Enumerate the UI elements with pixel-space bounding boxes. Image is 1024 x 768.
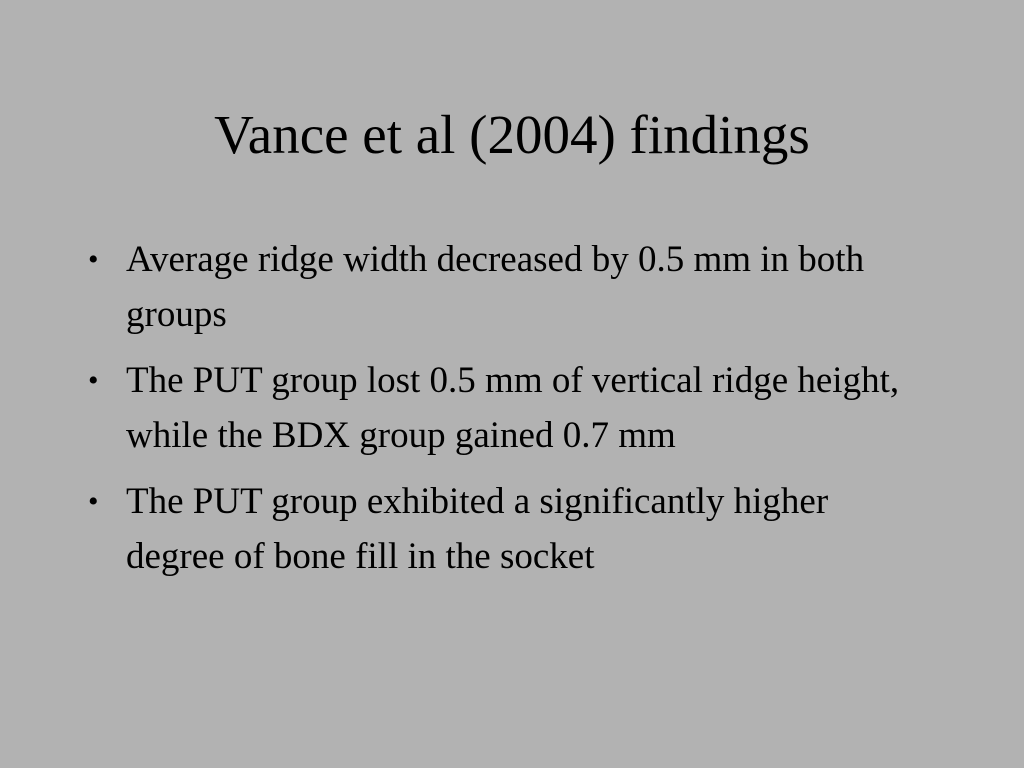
bullet-list: [84, 232, 924, 595]
bullet-text: The PUT group lost 0.5 mm of vertical ridge height, while the BDX group gained 0.7 mm: [126, 360, 900, 456]
bullet-item: [84, 353, 924, 463]
bullet-text: The PUT group exhibited a significantly higher degree of bone fill in the socket: [126, 481, 829, 577]
bullet-item: [84, 474, 924, 584]
bullet-item: [84, 232, 924, 342]
slide-title: Vance et al (2004) findings: [214, 104, 810, 165]
bullet-text: Average ridge width decreased by 0.5 mm in both groups: [126, 239, 865, 335]
bullet-marker: •: [88, 364, 99, 397]
bullet-marker: •: [88, 243, 99, 276]
bullet-marker: •: [88, 485, 99, 518]
